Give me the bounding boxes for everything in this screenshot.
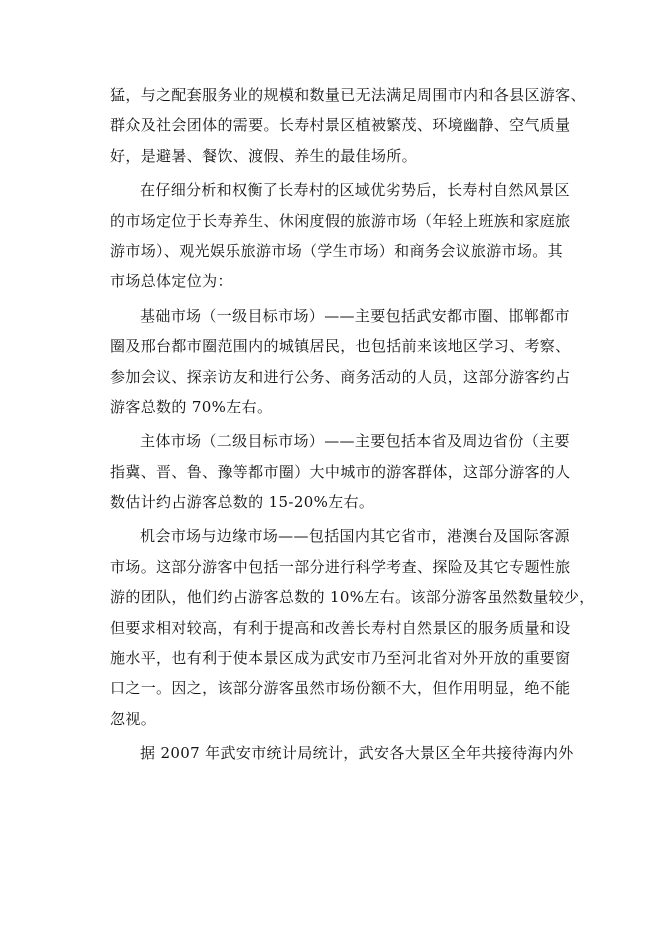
text-line: 主体市场（二级目标市场）——主要包括本省及周边省份（主要 [140, 432, 570, 451]
text-line: 市场总体定位为： [110, 272, 233, 291]
text-line: 游市场）、观光娱乐旅游市场（学生市场）和商务会议旅游市场。其 [110, 241, 564, 260]
text-line: 的市场定位于长寿养生、休闲度假的旅游市场（年轻上班族和家庭旅 [110, 211, 571, 230]
text-line: 基础市场（一级目标市场）——主要包括武安都市圈、邯郸都市 [140, 306, 570, 325]
text-line: 猛，与之配套服务业的规模和数量已无法满足周围市内和各县区游客、 [110, 86, 586, 104]
paragraph-4 [110, 426, 580, 517]
text-line: 施水平，也有利于使本景区成为武安市乃至河北省对外开放的重要窗 [110, 649, 571, 668]
text-line: 数估计约占游客总数的 15-20%左右。 [110, 493, 375, 512]
text-line: 在仔细分析和权衡了长寿村的区域优劣势后，长寿村自然风景区 [140, 181, 570, 200]
paragraph-5 [110, 521, 595, 734]
text-line: 参加会议、探亲访友和进行公务、商务活动的人员，这部分游客约占 [110, 367, 571, 386]
text-line: 好，是避暑、餐饮、渡假、养生的最佳场所。 [110, 146, 418, 165]
paragraph-2 [110, 175, 580, 297]
text-line: 忽视。 [110, 709, 157, 728]
text-line: 机会市场与边缘市场——包括国内其它省市，港澳台及国际客源 [140, 527, 570, 546]
text-line: 但要求相对较高，有利于提高和改善长寿村自然景区的服务质量和设 [110, 618, 571, 637]
text-line: 口之一。因之，该部分游客虽然市场份额不大，但作用明显，绝不能 [110, 679, 571, 698]
text-line: 指冀、晋、鲁、豫等都市圈）大中城市的游客群体，这部分游客的人 [110, 462, 571, 481]
text-line: 圈及邢台都市圈范围内的城镇居民，也包括前来该地区学习、考察、 [110, 337, 571, 356]
paragraph-6 [110, 738, 580, 768]
text-line: 游的团队，他们约占游客总数的 10%左右。该部分游客虽然数量较少， [110, 588, 595, 607]
document-page [110, 80, 595, 769]
text-line: 据 2007 年武安市统计局统计，武安各大景区全年共接待海内外 [140, 744, 574, 763]
text-line: 游客总数的 70%左右。 [110, 397, 273, 416]
text-line: 市场。这部分游客中包括一部分进行科学考查、探险及其它专题性旅 [110, 557, 571, 576]
paragraph-3 [110, 301, 580, 423]
paragraph-1 [110, 80, 586, 171]
text-line: 群众及社会团体的需要。长寿村景区植被繁茂、环境幽静、空气质量 [110, 116, 571, 135]
